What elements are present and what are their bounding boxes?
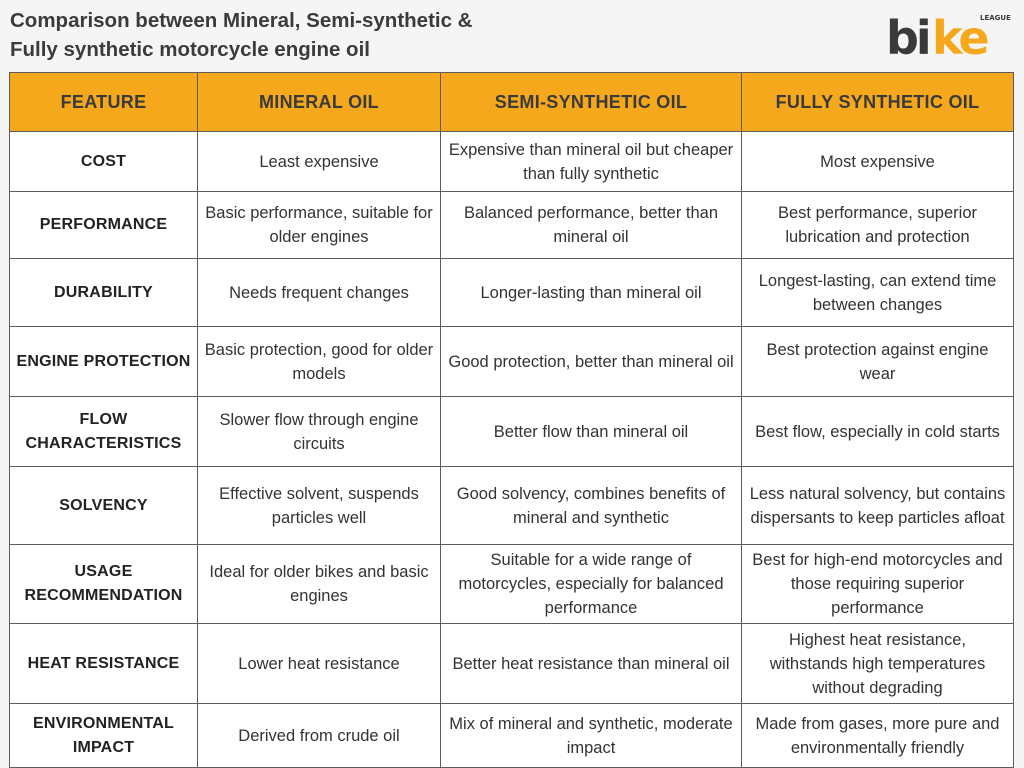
table-row <box>10 704 1014 768</box>
full-cell: Less natural solvency, but contains dispersants to keep particles afloat <box>742 467 1014 545</box>
svg-text:LEAGUE: LEAGUE <box>980 14 1011 22</box>
header-fully-synthetic-oil: FULLY SYNTHETIC OIL <box>742 73 1014 132</box>
full-cell: Best performance, superior lubrication and protection <box>742 192 1014 259</box>
svg-text:bi: bi <box>886 11 929 60</box>
semi-cell: Good solvency, combines benefits of mineral and synthetic <box>441 467 742 545</box>
full-cell: Best flow, especially in cold starts <box>742 397 1014 467</box>
full-cell: Made from gases, more pure and environmentally friendly <box>742 704 1014 768</box>
table-row <box>10 624 1014 704</box>
header-mineral-oil: MINERAL OIL <box>198 73 441 132</box>
table-row <box>10 259 1014 327</box>
table-row <box>10 132 1014 192</box>
table-row <box>10 327 1014 397</box>
semi-cell: Longer-lasting than mineral oil <box>441 259 742 327</box>
mineral-cell: Basic protection, good for older models <box>198 327 441 397</box>
feature-cell: COST <box>10 132 198 192</box>
full-cell: Best for high-end motorcycles and those requiring superior performance <box>742 545 1014 624</box>
feature-cell: HEAT RESISTANCE <box>10 624 198 704</box>
feature-cell: ENVIRONMENTAL IMPACT <box>10 704 198 768</box>
mineral-cell: Derived from crude oil <box>198 704 441 768</box>
semi-cell: Better heat resistance than mineral oil <box>441 624 742 704</box>
mineral-cell: Least expensive <box>198 132 441 192</box>
semi-cell: Better flow than mineral oil <box>441 397 742 467</box>
feature-cell: USAGE RECOMMENDATION <box>10 545 198 624</box>
page-title <box>10 6 630 64</box>
mineral-cell: Ideal for older bikes and basic engines <box>198 545 441 624</box>
mineral-cell: Slower flow through engine circuits <box>198 397 441 467</box>
mineral-cell: Needs frequent changes <box>198 259 441 327</box>
semi-cell: Suitable for a wide range of motorcycles, especially for balanced performance <box>441 545 742 624</box>
table-row <box>10 545 1014 624</box>
header-row <box>10 73 1014 132</box>
feature-cell: SOLVENCY <box>10 467 198 545</box>
full-cell: Best protection against engine wear <box>742 327 1014 397</box>
feature-cell: ENGINE PROTECTION <box>10 327 198 397</box>
mineral-cell: Basic performance, suitable for older engines <box>198 192 441 259</box>
header-feature: FEATURE <box>10 73 198 132</box>
comparison-table <box>9 72 1014 768</box>
full-cell: Most expensive <box>742 132 1014 192</box>
full-cell: Longest-lasting, can extend time between changes <box>742 259 1014 327</box>
semi-cell: Expensive than mineral oil but cheaper than fully synthetic <box>441 132 742 192</box>
feature-cell: FLOW CHARACTERISTICS <box>10 397 198 467</box>
feature-cell: PERFORMANCE <box>10 192 198 259</box>
semi-cell: Mix of mineral and synthetic, moderate impact <box>441 704 742 768</box>
header-semi-synthetic-oil: SEMI-SYNTHETIC OIL <box>441 73 742 132</box>
mineral-cell: Effective solvent, suspends particles well <box>198 467 441 545</box>
semi-cell: Good protection, better than mineral oil <box>441 327 742 397</box>
full-cell: Highest heat resistance, withstands high temperatures without degrading <box>742 624 1014 704</box>
semi-cell: Balanced performance, better than mineral oil <box>441 192 742 259</box>
title-line-1: Comparison between Mineral, Semi-synthetic & <box>10 9 473 32</box>
table-row <box>10 397 1014 467</box>
feature-cell: DURABILITY <box>10 259 198 327</box>
table-row <box>10 467 1014 545</box>
title-line-2: Fully synthetic motorcycle engine oil <box>10 38 370 61</box>
table-row <box>10 192 1014 259</box>
bike-league-logo <box>884 10 1012 60</box>
svg-text:ke: ke <box>932 11 987 60</box>
mineral-cell: Lower heat resistance <box>198 624 441 704</box>
